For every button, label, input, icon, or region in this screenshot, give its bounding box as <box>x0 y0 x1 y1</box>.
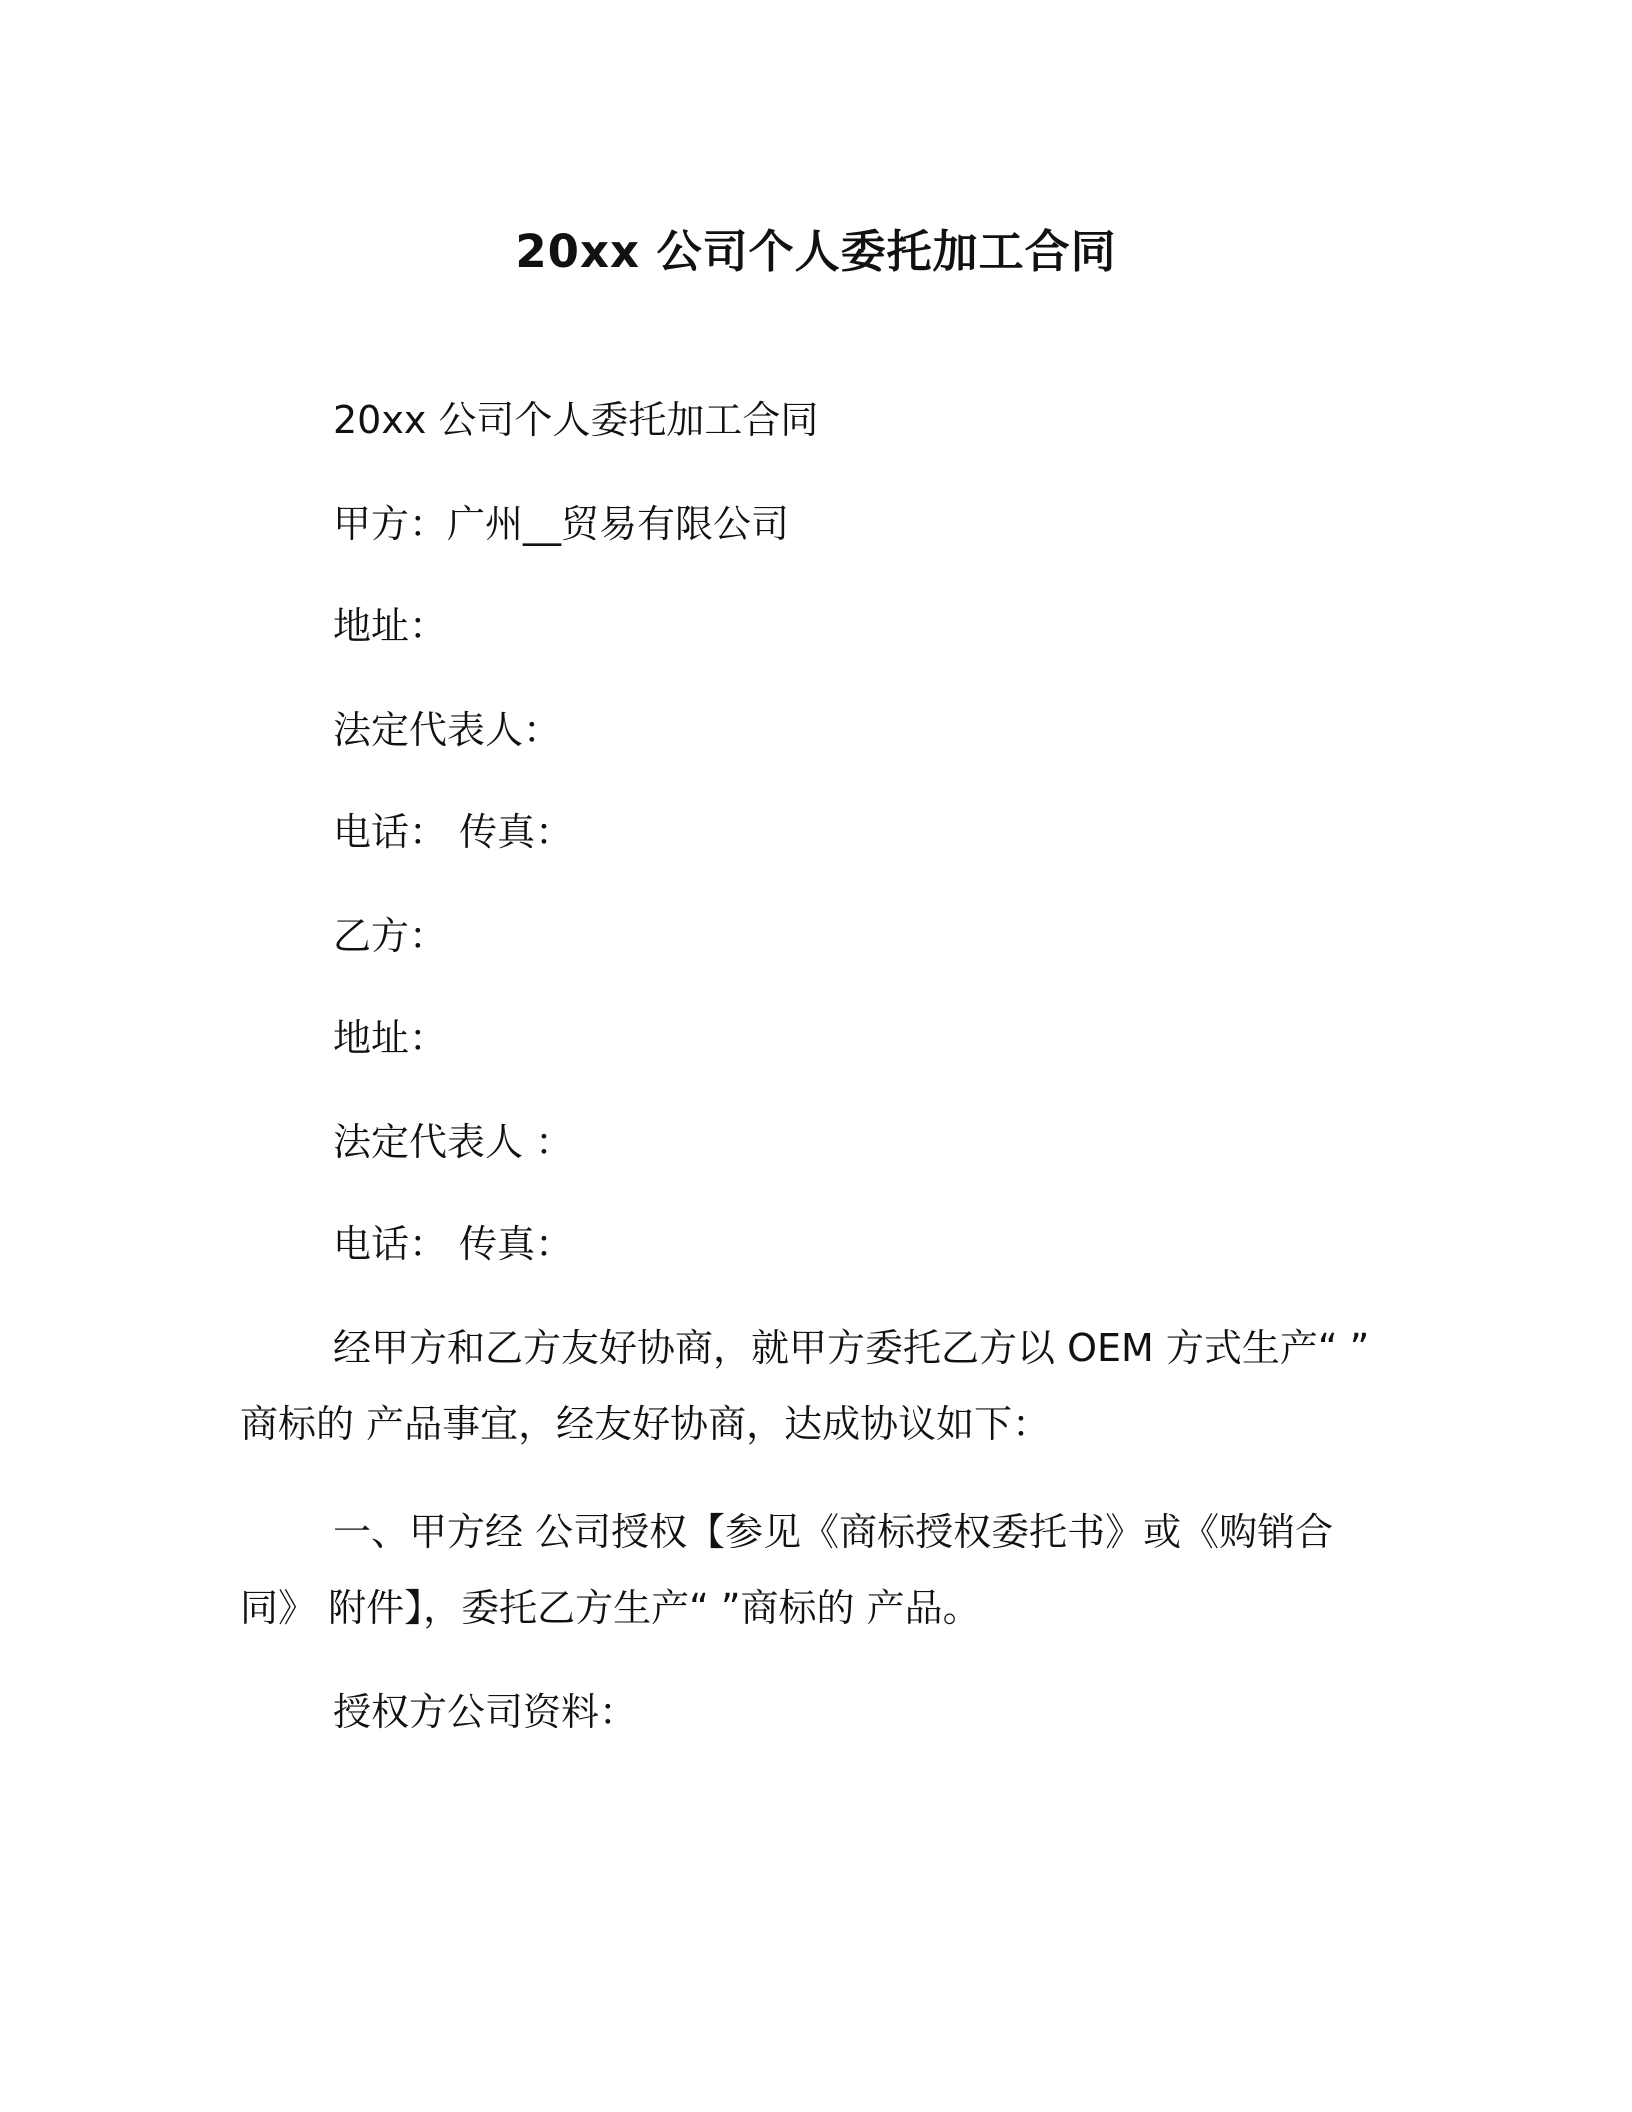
party-b-phone-fax: 电话： 传真： <box>333 1222 574 1266</box>
clause-1-paragraph: 一、甲方经 公司授权【参见《商标授权委托书》或《购销合同》 附件】，委托乙方生产“ ”商标的 产品。 <box>240 1510 1334 1630</box>
party-b-legal-representative: 法定代表人 ： <box>333 1120 574 1164</box>
party-a-address: 地址： <box>333 604 448 648</box>
party-a-phone-fax: 电话： 传真： <box>333 810 574 854</box>
contract-subtitle: 20xx 公司个人委托加工合同 <box>333 398 819 442</box>
party-a-legal-representative: 法定代表人： <box>333 708 562 752</box>
party-b-address: 地址： <box>333 1016 448 1060</box>
authorizer-info-heading: 授权方公司资料： <box>333 1690 638 1734</box>
intro-paragraph: 经甲方和乙方友好协商，就甲方委托乙方以 OEM 方式生产“ ” 商标的 产品事宜，经友好协商，达成协议如下： <box>240 1326 1370 1446</box>
party-a-line: 甲方：广州__贸易有限公司 <box>333 502 790 546</box>
document-title: 20xx 公司个人委托加工合同 <box>515 225 1117 278</box>
party-b-line: 乙方： <box>333 914 448 958</box>
